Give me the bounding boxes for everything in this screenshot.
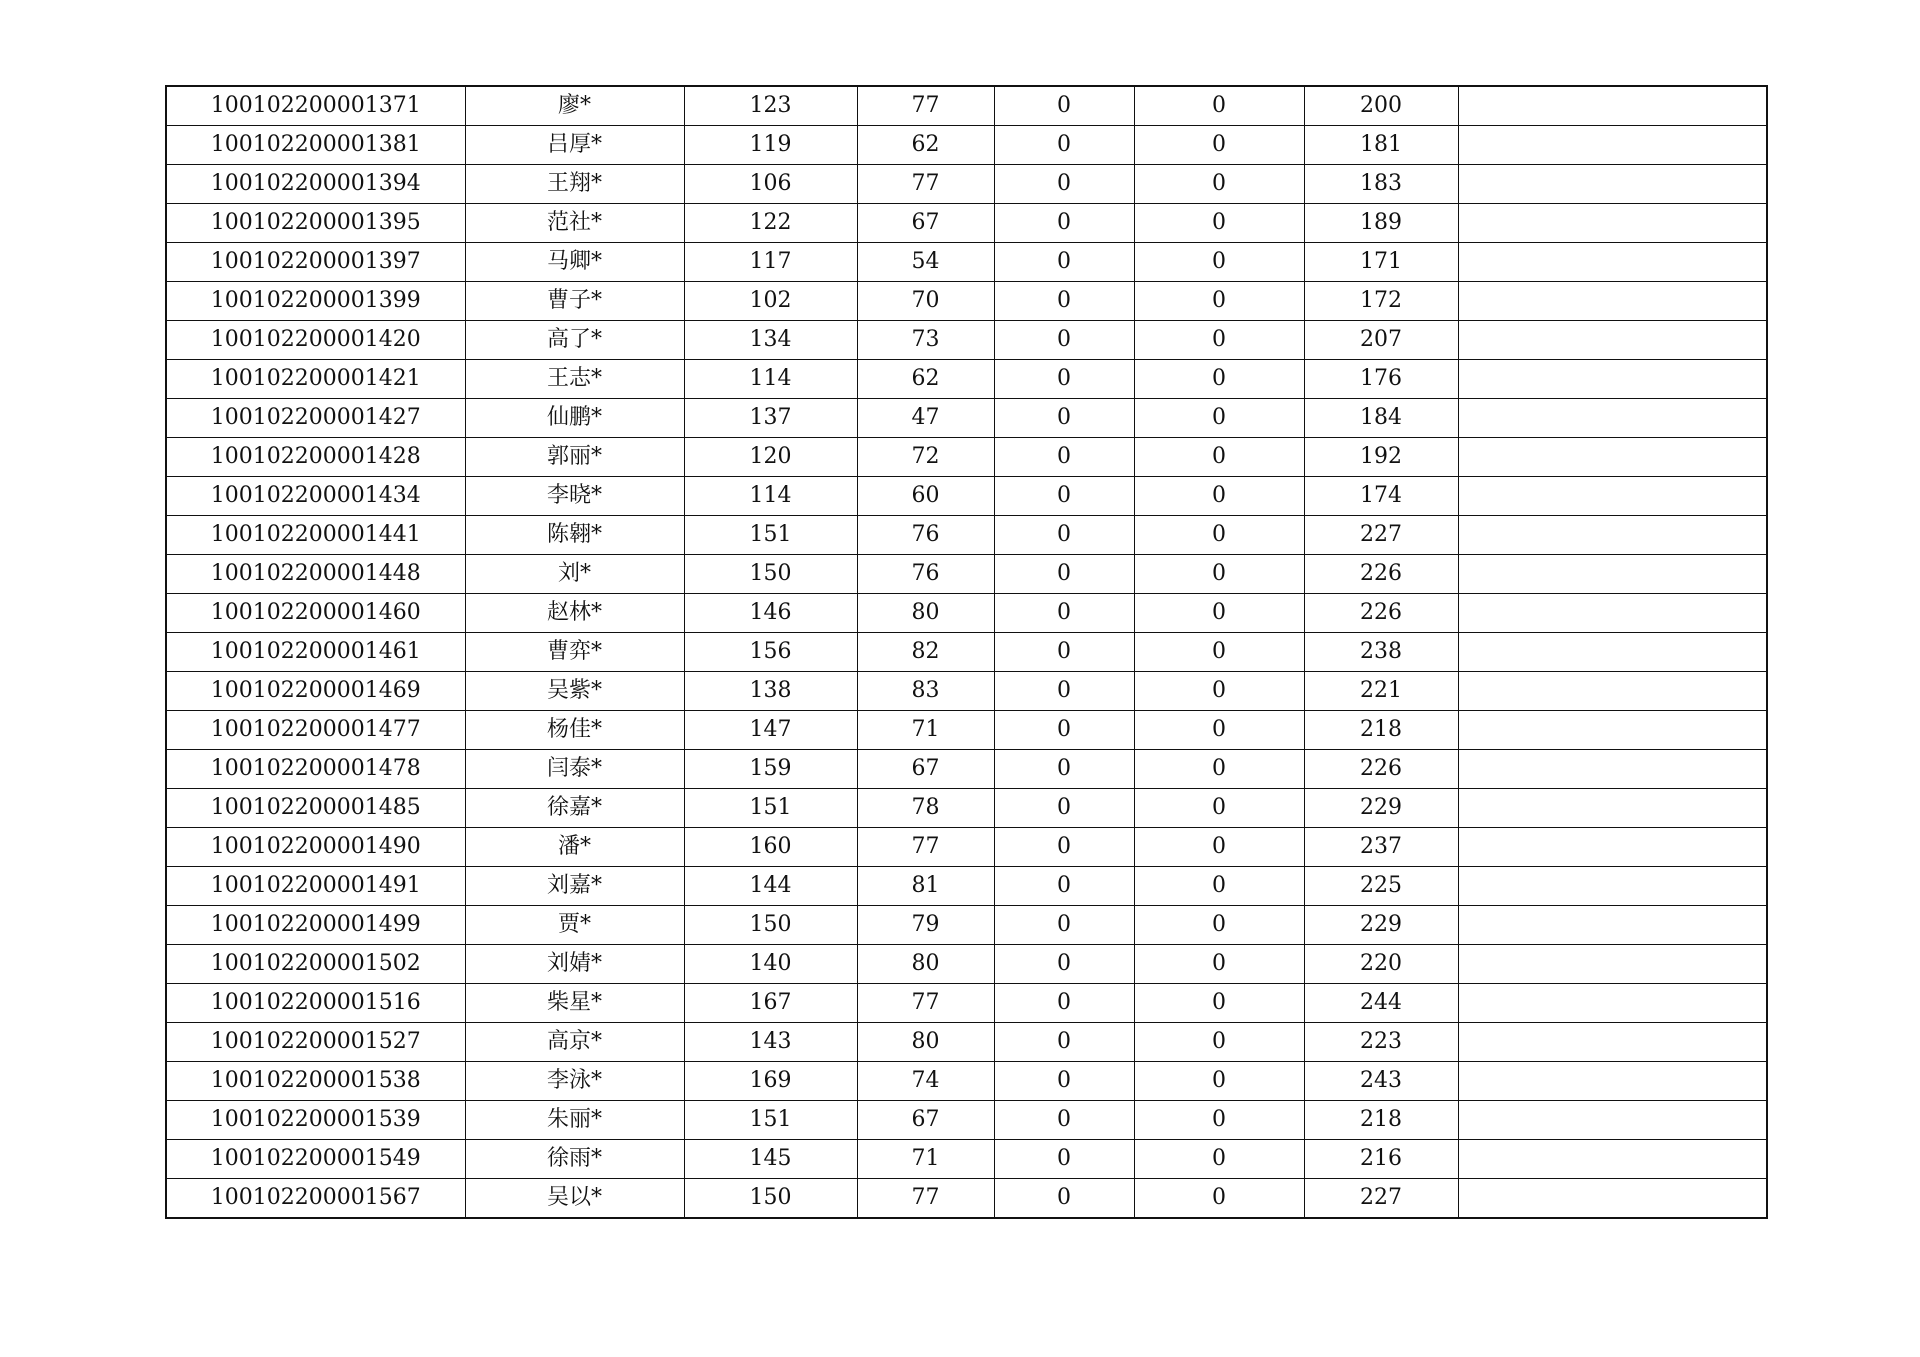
table-row	[166, 984, 1767, 1023]
total-score-cell: 229	[1304, 789, 1458, 828]
total-score-cell: 244	[1304, 984, 1458, 1023]
remark-cell	[1458, 750, 1767, 789]
score-1-cell: 122	[684, 204, 857, 243]
candidate-id-cell: 100102200001485	[166, 789, 465, 828]
table-row	[166, 126, 1767, 165]
score-4-cell: 0	[1134, 1062, 1304, 1101]
score-3-cell: 0	[994, 1179, 1134, 1219]
score-3-cell: 0	[994, 711, 1134, 750]
remark-cell	[1458, 945, 1767, 984]
candidate-name-cell: 闫泰*	[465, 750, 684, 789]
score-1-cell: 144	[684, 867, 857, 906]
score-table	[165, 85, 1768, 1219]
score-1-cell: 102	[684, 282, 857, 321]
score-1-cell: 147	[684, 711, 857, 750]
document-page	[165, 85, 1766, 1219]
remark-cell	[1458, 906, 1767, 945]
total-score-cell: 226	[1304, 555, 1458, 594]
table-row	[166, 1140, 1767, 1179]
score-1-cell: 169	[684, 1062, 857, 1101]
score-3-cell: 0	[994, 243, 1134, 282]
score-2-cell: 71	[857, 711, 994, 750]
total-score-cell: 225	[1304, 867, 1458, 906]
score-2-cell: 80	[857, 945, 994, 984]
score-3-cell: 0	[994, 984, 1134, 1023]
remark-cell	[1458, 399, 1767, 438]
candidate-name-cell: 刘*	[465, 555, 684, 594]
candidate-name-cell: 贾*	[465, 906, 684, 945]
table-row	[166, 1179, 1767, 1219]
total-score-cell: 181	[1304, 126, 1458, 165]
candidate-name-cell: 刘婧*	[465, 945, 684, 984]
total-score-cell: 221	[1304, 672, 1458, 711]
score-4-cell: 0	[1134, 126, 1304, 165]
score-3-cell: 0	[994, 672, 1134, 711]
candidate-name-cell: 范社*	[465, 204, 684, 243]
score-4-cell: 0	[1134, 360, 1304, 399]
score-3-cell: 0	[994, 438, 1134, 477]
score-3-cell: 0	[994, 633, 1134, 672]
candidate-id-cell: 100102200001381	[166, 126, 465, 165]
candidate-id-cell: 100102200001448	[166, 555, 465, 594]
score-3-cell: 0	[994, 828, 1134, 867]
table-row	[166, 204, 1767, 243]
score-3-cell: 0	[994, 555, 1134, 594]
candidate-id-cell: 100102200001491	[166, 867, 465, 906]
candidate-name-cell: 曹弈*	[465, 633, 684, 672]
score-3-cell: 0	[994, 750, 1134, 789]
score-3-cell: 0	[994, 165, 1134, 204]
score-3-cell: 0	[994, 1140, 1134, 1179]
remark-cell	[1458, 282, 1767, 321]
candidate-id-cell: 100102200001397	[166, 243, 465, 282]
total-score-cell: 238	[1304, 633, 1458, 672]
score-1-cell: 151	[684, 516, 857, 555]
score-3-cell: 0	[994, 399, 1134, 438]
total-score-cell: 176	[1304, 360, 1458, 399]
remark-cell	[1458, 86, 1767, 126]
candidate-name-cell: 郭丽*	[465, 438, 684, 477]
score-4-cell: 0	[1134, 243, 1304, 282]
score-1-cell: 146	[684, 594, 857, 633]
score-2-cell: 60	[857, 477, 994, 516]
total-score-cell: 171	[1304, 243, 1458, 282]
candidate-id-cell: 100102200001420	[166, 321, 465, 360]
score-2-cell: 67	[857, 1101, 994, 1140]
candidate-name-cell: 刘嘉*	[465, 867, 684, 906]
remark-cell	[1458, 633, 1767, 672]
candidate-name-cell: 曹子*	[465, 282, 684, 321]
score-1-cell: 138	[684, 672, 857, 711]
remark-cell	[1458, 204, 1767, 243]
score-1-cell: 123	[684, 86, 857, 126]
table-row	[166, 1023, 1767, 1062]
remark-cell	[1458, 594, 1767, 633]
score-1-cell: 150	[684, 1179, 857, 1219]
remark-cell	[1458, 555, 1767, 594]
table-row	[166, 867, 1767, 906]
candidate-name-cell: 吕厚*	[465, 126, 684, 165]
remark-cell	[1458, 984, 1767, 1023]
score-3-cell: 0	[994, 789, 1134, 828]
score-4-cell: 0	[1134, 711, 1304, 750]
score-1-cell: 150	[684, 555, 857, 594]
score-3-cell: 0	[994, 1101, 1134, 1140]
score-1-cell: 119	[684, 126, 857, 165]
candidate-id-cell: 100102200001490	[166, 828, 465, 867]
score-4-cell: 0	[1134, 477, 1304, 516]
score-4-cell: 0	[1134, 438, 1304, 477]
score-4-cell: 0	[1134, 204, 1304, 243]
score-2-cell: 83	[857, 672, 994, 711]
candidate-id-cell: 100102200001427	[166, 399, 465, 438]
candidate-name-cell: 柴星*	[465, 984, 684, 1023]
candidate-name-cell: 李泳*	[465, 1062, 684, 1101]
score-1-cell: 150	[684, 906, 857, 945]
score-1-cell: 140	[684, 945, 857, 984]
score-3-cell: 0	[994, 204, 1134, 243]
candidate-id-cell: 100102200001441	[166, 516, 465, 555]
score-4-cell: 0	[1134, 906, 1304, 945]
remark-cell	[1458, 1179, 1767, 1219]
table-row	[166, 438, 1767, 477]
score-4-cell: 0	[1134, 165, 1304, 204]
total-score-cell: 243	[1304, 1062, 1458, 1101]
table-row	[166, 828, 1767, 867]
candidate-name-cell: 朱丽*	[465, 1101, 684, 1140]
candidate-id-cell: 100102200001434	[166, 477, 465, 516]
score-2-cell: 74	[857, 1062, 994, 1101]
candidate-name-cell: 赵林*	[465, 594, 684, 633]
score-4-cell: 0	[1134, 86, 1304, 126]
score-3-cell: 0	[994, 1062, 1134, 1101]
score-2-cell: 62	[857, 360, 994, 399]
total-score-cell: 216	[1304, 1140, 1458, 1179]
score-2-cell: 67	[857, 204, 994, 243]
score-4-cell: 0	[1134, 1179, 1304, 1219]
table-row	[166, 243, 1767, 282]
candidate-name-cell: 杨佳*	[465, 711, 684, 750]
score-1-cell: 156	[684, 633, 857, 672]
candidate-name-cell: 李晓*	[465, 477, 684, 516]
score-2-cell: 76	[857, 555, 994, 594]
total-score-cell: 189	[1304, 204, 1458, 243]
score-2-cell: 62	[857, 126, 994, 165]
table-row	[166, 1062, 1767, 1101]
score-2-cell: 70	[857, 282, 994, 321]
candidate-id-cell: 100102200001395	[166, 204, 465, 243]
score-1-cell: 160	[684, 828, 857, 867]
candidate-name-cell: 仙鹏*	[465, 399, 684, 438]
total-score-cell: 223	[1304, 1023, 1458, 1062]
score-4-cell: 0	[1134, 984, 1304, 1023]
score-3-cell: 0	[994, 477, 1134, 516]
table-row	[166, 360, 1767, 399]
total-score-cell: 220	[1304, 945, 1458, 984]
score-2-cell: 78	[857, 789, 994, 828]
table-row	[166, 321, 1767, 360]
score-2-cell: 76	[857, 516, 994, 555]
candidate-id-cell: 100102200001502	[166, 945, 465, 984]
table-row	[166, 86, 1767, 126]
total-score-cell: 229	[1304, 906, 1458, 945]
score-1-cell: 167	[684, 984, 857, 1023]
remark-cell	[1458, 477, 1767, 516]
remark-cell	[1458, 516, 1767, 555]
table-body	[166, 86, 1767, 1218]
remark-cell	[1458, 1023, 1767, 1062]
score-2-cell: 79	[857, 906, 994, 945]
total-score-cell: 218	[1304, 711, 1458, 750]
score-1-cell: 134	[684, 321, 857, 360]
table-row	[166, 945, 1767, 984]
table-row	[166, 672, 1767, 711]
table-row	[166, 789, 1767, 828]
score-4-cell: 0	[1134, 1140, 1304, 1179]
candidate-name-cell: 高京*	[465, 1023, 684, 1062]
score-4-cell: 0	[1134, 945, 1304, 984]
score-2-cell: 77	[857, 1179, 994, 1219]
score-1-cell: 145	[684, 1140, 857, 1179]
candidate-id-cell: 100102200001478	[166, 750, 465, 789]
remark-cell	[1458, 828, 1767, 867]
score-4-cell: 0	[1134, 555, 1304, 594]
score-3-cell: 0	[994, 282, 1134, 321]
candidate-name-cell: 马卿*	[465, 243, 684, 282]
remark-cell	[1458, 1062, 1767, 1101]
total-score-cell: 174	[1304, 477, 1458, 516]
score-4-cell: 0	[1134, 282, 1304, 321]
score-1-cell: 120	[684, 438, 857, 477]
remark-cell	[1458, 672, 1767, 711]
score-2-cell: 77	[857, 165, 994, 204]
score-2-cell: 67	[857, 750, 994, 789]
remark-cell	[1458, 789, 1767, 828]
candidate-name-cell: 潘*	[465, 828, 684, 867]
score-1-cell: 106	[684, 165, 857, 204]
candidate-name-cell: 王志*	[465, 360, 684, 399]
total-score-cell: 218	[1304, 1101, 1458, 1140]
score-3-cell: 0	[994, 594, 1134, 633]
candidate-id-cell: 100102200001460	[166, 594, 465, 633]
score-1-cell: 114	[684, 360, 857, 399]
remark-cell	[1458, 711, 1767, 750]
score-3-cell: 0	[994, 516, 1134, 555]
score-3-cell: 0	[994, 945, 1134, 984]
score-4-cell: 0	[1134, 789, 1304, 828]
score-4-cell: 0	[1134, 633, 1304, 672]
candidate-id-cell: 100102200001399	[166, 282, 465, 321]
total-score-cell: 227	[1304, 1179, 1458, 1219]
table-row	[166, 516, 1767, 555]
remark-cell	[1458, 1101, 1767, 1140]
score-1-cell: 143	[684, 1023, 857, 1062]
score-4-cell: 0	[1134, 321, 1304, 360]
table-row	[166, 594, 1767, 633]
score-1-cell: 137	[684, 399, 857, 438]
total-score-cell: 207	[1304, 321, 1458, 360]
table-row	[166, 165, 1767, 204]
score-3-cell: 0	[994, 126, 1134, 165]
score-4-cell: 0	[1134, 750, 1304, 789]
table-row	[166, 477, 1767, 516]
score-3-cell: 0	[994, 360, 1134, 399]
table-row	[166, 282, 1767, 321]
candidate-id-cell: 100102200001567	[166, 1179, 465, 1219]
candidate-name-cell: 陈翱*	[465, 516, 684, 555]
total-score-cell: 172	[1304, 282, 1458, 321]
score-4-cell: 0	[1134, 1101, 1304, 1140]
total-score-cell: 200	[1304, 86, 1458, 126]
score-1-cell: 117	[684, 243, 857, 282]
table-row	[166, 399, 1767, 438]
remark-cell	[1458, 360, 1767, 399]
table-row	[166, 750, 1767, 789]
candidate-name-cell: 吴紫*	[465, 672, 684, 711]
candidate-id-cell: 100102200001428	[166, 438, 465, 477]
total-score-cell: 237	[1304, 828, 1458, 867]
table-row	[166, 711, 1767, 750]
score-2-cell: 77	[857, 86, 994, 126]
score-2-cell: 81	[857, 867, 994, 906]
score-4-cell: 0	[1134, 672, 1304, 711]
score-2-cell: 77	[857, 828, 994, 867]
total-score-cell: 226	[1304, 594, 1458, 633]
candidate-name-cell: 高了*	[465, 321, 684, 360]
score-4-cell: 0	[1134, 1023, 1304, 1062]
score-1-cell: 151	[684, 789, 857, 828]
score-3-cell: 0	[994, 867, 1134, 906]
table-row	[166, 633, 1767, 672]
score-4-cell: 0	[1134, 594, 1304, 633]
score-3-cell: 0	[994, 321, 1134, 360]
score-1-cell: 114	[684, 477, 857, 516]
score-3-cell: 0	[994, 1023, 1134, 1062]
score-2-cell: 54	[857, 243, 994, 282]
candidate-id-cell: 100102200001394	[166, 165, 465, 204]
candidate-name-cell: 吴以*	[465, 1179, 684, 1219]
candidate-id-cell: 100102200001516	[166, 984, 465, 1023]
score-4-cell: 0	[1134, 399, 1304, 438]
candidate-id-cell: 100102200001499	[166, 906, 465, 945]
score-4-cell: 0	[1134, 867, 1304, 906]
total-score-cell: 183	[1304, 165, 1458, 204]
remark-cell	[1458, 321, 1767, 360]
candidate-id-cell: 100102200001538	[166, 1062, 465, 1101]
total-score-cell: 227	[1304, 516, 1458, 555]
candidate-id-cell: 100102200001527	[166, 1023, 465, 1062]
score-3-cell: 0	[994, 906, 1134, 945]
remark-cell	[1458, 1140, 1767, 1179]
candidate-id-cell: 100102200001549	[166, 1140, 465, 1179]
total-score-cell: 184	[1304, 399, 1458, 438]
candidate-name-cell: 廖*	[465, 86, 684, 126]
remark-cell	[1458, 438, 1767, 477]
candidate-id-cell: 100102200001477	[166, 711, 465, 750]
table-row	[166, 1101, 1767, 1140]
score-1-cell: 151	[684, 1101, 857, 1140]
score-1-cell: 159	[684, 750, 857, 789]
table-row	[166, 906, 1767, 945]
score-2-cell: 80	[857, 594, 994, 633]
total-score-cell: 226	[1304, 750, 1458, 789]
score-2-cell: 47	[857, 399, 994, 438]
remark-cell	[1458, 243, 1767, 282]
score-2-cell: 71	[857, 1140, 994, 1179]
score-2-cell: 72	[857, 438, 994, 477]
table-row	[166, 555, 1767, 594]
score-2-cell: 80	[857, 1023, 994, 1062]
candidate-id-cell: 100102200001469	[166, 672, 465, 711]
remark-cell	[1458, 165, 1767, 204]
candidate-id-cell: 100102200001421	[166, 360, 465, 399]
score-2-cell: 82	[857, 633, 994, 672]
score-3-cell: 0	[994, 86, 1134, 126]
total-score-cell: 192	[1304, 438, 1458, 477]
candidate-name-cell: 徐嘉*	[465, 789, 684, 828]
score-2-cell: 77	[857, 984, 994, 1023]
score-4-cell: 0	[1134, 828, 1304, 867]
candidate-id-cell: 100102200001539	[166, 1101, 465, 1140]
candidate-name-cell: 徐雨*	[465, 1140, 684, 1179]
candidate-id-cell: 100102200001461	[166, 633, 465, 672]
candidate-id-cell: 100102200001371	[166, 86, 465, 126]
remark-cell	[1458, 126, 1767, 165]
score-2-cell: 73	[857, 321, 994, 360]
score-4-cell: 0	[1134, 516, 1304, 555]
candidate-name-cell: 王翔*	[465, 165, 684, 204]
remark-cell	[1458, 867, 1767, 906]
